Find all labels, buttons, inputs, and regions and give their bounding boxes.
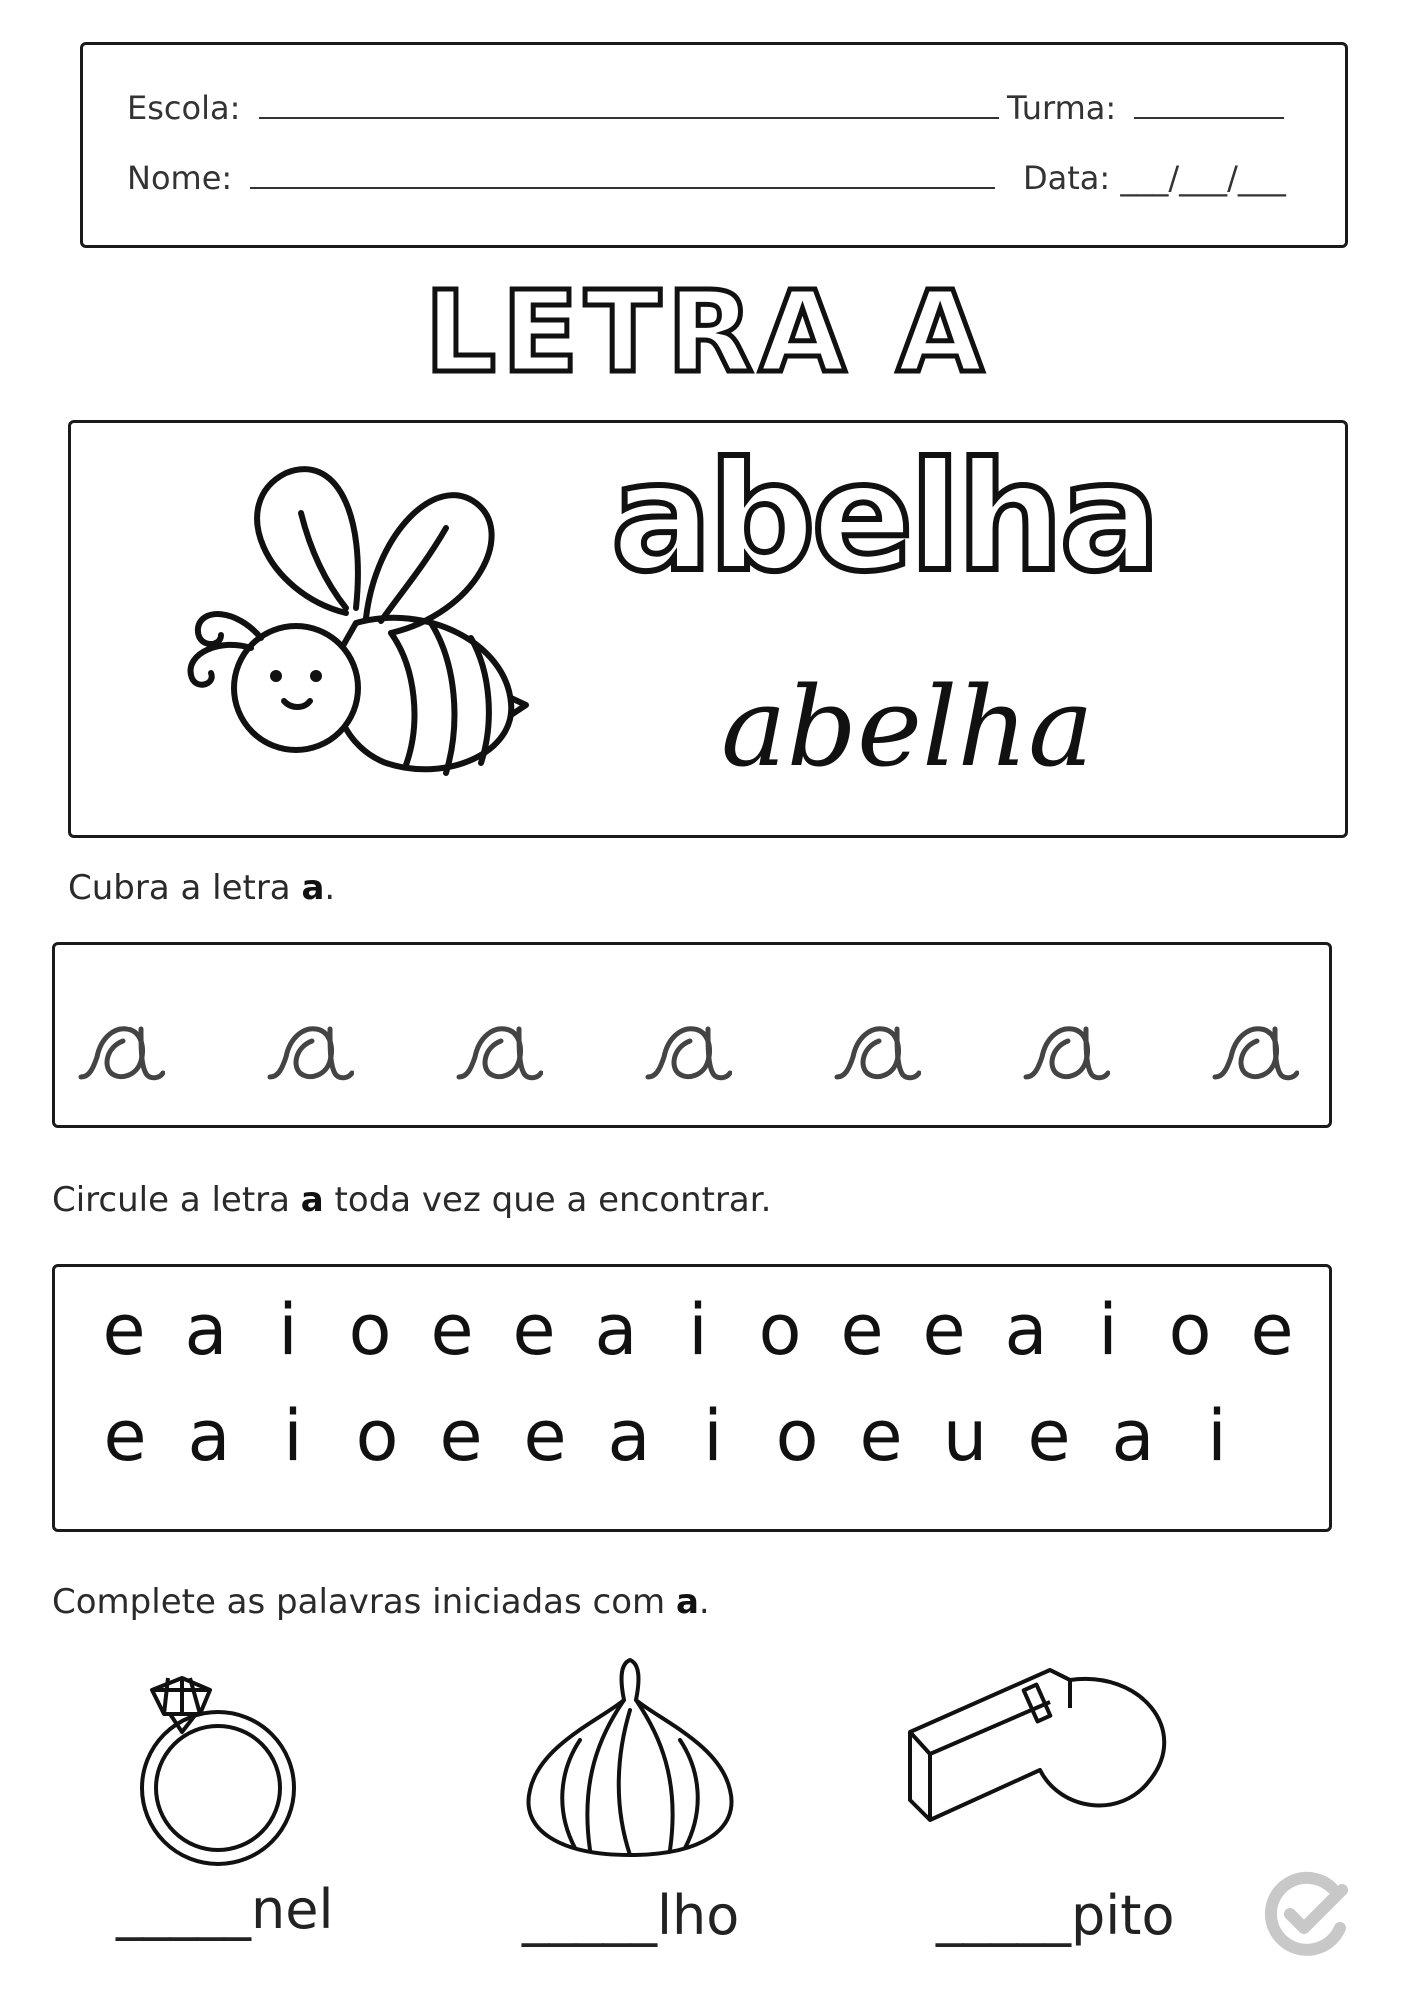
trace-letter-a[interactable] <box>1209 1007 1299 1087</box>
letter-cell[interactable]: e <box>1250 1289 1294 1371</box>
word-item-3 <box>936 1884 1175 1947</box>
word-item-2 <box>522 1884 739 1947</box>
letter-cell[interactable]: a <box>1004 1289 1048 1371</box>
letter-cell[interactable]: e <box>102 1289 146 1371</box>
complete-instruction-letter: a <box>675 1582 699 1622</box>
word-suffix-3: pito <box>1071 1884 1175 1947</box>
trace-instruction-text: Cubra a letra <box>68 868 302 908</box>
checkmark-logo-icon <box>1262 1870 1352 1960</box>
ring-icon <box>130 1670 310 1870</box>
letter-cell[interactable]: a <box>607 1395 651 1477</box>
letter-cell[interactable]: e <box>523 1395 567 1477</box>
letter-cell[interactable]: o <box>758 1289 802 1371</box>
letter-cell[interactable]: e <box>430 1289 474 1371</box>
letter-cell[interactable]: e <box>103 1395 147 1477</box>
bee-icon <box>176 443 556 823</box>
school-field[interactable] <box>259 89 999 119</box>
word-suffix-1: nel <box>251 1878 334 1941</box>
letter-cell[interactable]: i <box>283 1395 303 1477</box>
trace-letter-a[interactable] <box>453 1007 543 1087</box>
date-row <box>1023 159 1286 197</box>
word-blank-2[interactable]: _____ <box>522 1884 657 1947</box>
name-label: Nome: <box>127 159 233 197</box>
trace-letter-a[interactable] <box>831 1007 921 1087</box>
letter-cell[interactable]: i <box>688 1289 708 1371</box>
class-field[interactable] <box>1134 89 1284 119</box>
letter-cell[interactable]: o <box>355 1395 399 1477</box>
letter-cell[interactable]: o <box>1168 1289 1212 1371</box>
letter-cell[interactable]: e <box>512 1289 556 1371</box>
date-field[interactable]: ___/___/___ <box>1120 159 1286 197</box>
complete-instruction-suffix: . <box>698 1582 710 1622</box>
letters-box <box>52 1264 1332 1532</box>
letter-cell[interactable]: a <box>594 1289 638 1371</box>
whistle-icon <box>900 1660 1180 1830</box>
trace-letter-a[interactable] <box>75 1007 165 1087</box>
letter-cell[interactable]: a <box>187 1395 231 1477</box>
trace-instruction-letter: a <box>301 868 325 908</box>
trace-instruction-suffix: . <box>324 868 336 908</box>
complete-instruction <box>52 1582 710 1622</box>
letter-cell[interactable]: i <box>1207 1395 1227 1477</box>
school-row <box>127 89 999 127</box>
letter-cell[interactable]: i <box>703 1395 723 1477</box>
letter-cell[interactable]: u <box>942 1395 988 1477</box>
featured-word-cursive: abelha <box>721 663 1094 791</box>
circle-instruction-text: Circule a letra <box>52 1180 301 1220</box>
letter-cell[interactable]: i <box>278 1289 298 1371</box>
trace-letter-a[interactable] <box>1020 1007 1110 1087</box>
header-box <box>80 42 1348 248</box>
circle-instruction <box>52 1180 771 1220</box>
circle-instruction-suffix: toda vez que a encontrar. <box>323 1180 772 1220</box>
complete-instruction-text: Complete as palavras iniciadas com <box>52 1582 676 1622</box>
word-blank-1[interactable]: _____ <box>116 1878 251 1941</box>
class-row <box>1007 89 1284 127</box>
date-label: Data: <box>1023 159 1111 197</box>
school-label: Escola: <box>127 89 241 127</box>
letters-row-2 <box>83 1395 1259 1477</box>
name-row <box>127 159 995 197</box>
word-suffix-2: lho <box>657 1884 740 1947</box>
letter-cell[interactable]: a <box>1111 1395 1155 1477</box>
trace-box <box>52 942 1332 1128</box>
name-field[interactable] <box>250 159 995 189</box>
trace-letter-a[interactable] <box>264 1007 354 1087</box>
letter-cell[interactable]: e <box>840 1289 884 1371</box>
class-label: Turma: <box>1007 89 1117 127</box>
letters-row-1 <box>83 1289 1313 1371</box>
page-title: LETRA A <box>424 268 990 398</box>
letter-cell[interactable]: a <box>184 1289 228 1371</box>
trace-letter-a[interactable] <box>642 1007 732 1087</box>
featured-box <box>68 420 1348 838</box>
word-item-1 <box>116 1878 333 1941</box>
word-blank-3[interactable]: _____ <box>936 1884 1071 1947</box>
featured-word-bubble: abelha <box>611 431 1157 605</box>
garlic-icon <box>520 1650 740 1860</box>
letter-cell[interactable]: e <box>1027 1395 1071 1477</box>
letter-cell[interactable]: o <box>348 1289 392 1371</box>
letter-cell[interactable]: i <box>1098 1289 1118 1371</box>
trace-instruction <box>68 868 335 908</box>
circle-instruction-letter: a <box>300 1180 324 1220</box>
letter-cell[interactable]: e <box>922 1289 966 1371</box>
letter-cell[interactable]: o <box>775 1395 819 1477</box>
letter-cell[interactable]: e <box>439 1395 483 1477</box>
letter-cell[interactable]: e <box>859 1395 903 1477</box>
